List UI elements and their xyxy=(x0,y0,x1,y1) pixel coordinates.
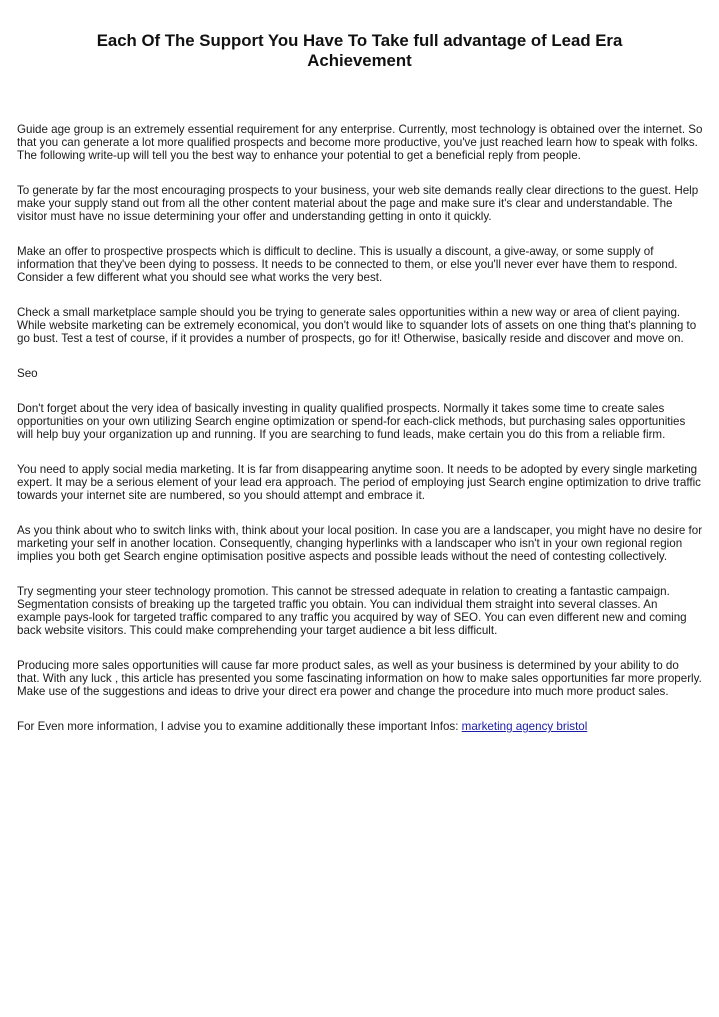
paragraph: Try segmenting your steer technology promotion. This cannot be stressed adequate in relation to creating a fantastic campaign. Segmentation consists of breaking up the targeted traffic you obtain. You can individual them straight into several classes. An example pays-look for targeted traffic compared to any traffic you acquired by way of SEO. You can even different new and coming back website visitors. This could make comprehending your target audience a bit less difficult. xyxy=(17,585,687,637)
paragraph: Don't forget about the very idea of basically investing in quality qualified prospects. Normally it takes some time to create sales opportunities on your own utilizing Search engine optimization or spend-for each-click methods, but purchasing sales opportunities will help buy your organization up and running. If you are searching to fund leads, make certain you do this from a reliable firm. xyxy=(17,402,686,441)
paragraph: As you think about who to switch links with, think about your local position. In case you are a landscaper, you might have no desire for marketing your self in another location. Consequently, changing hyperlinks with a landscaper who isn't in your own regional region implies you both get Search engine optimisation positive aspects and possible leads without the need of contesting collectively. xyxy=(17,524,703,563)
article-body xyxy=(17,123,703,755)
page-title: Each Of The Support You Have To Take full advantage of Lead Era Achievement xyxy=(96,31,623,70)
paragraph: Make an offer to prospective prospects which is difficult to decline. This is usually a discount, a give-away, or some supply of information that they've been dying to possess. It needs to be connected to them, or else you'll never ever have them to respond. Consider a few different what you should see what works the very best. xyxy=(17,245,678,284)
closing-paragraph xyxy=(17,720,703,733)
paragraph: Guide age group is an extremely essential requirement for any enterprise. Currently, most technology is obtained over the internet. So that you can generate a lot more qualified prospects and become more productive, you've just reached learn how to speak with folks. The following write-up will tell you the best way to enhance your potential to get a beneficial reply from people. xyxy=(17,123,703,162)
section-heading-seo: Seo xyxy=(17,367,38,380)
paragraph: Producing more sales opportunities will cause far more product sales, as well as your business is determined by your ability to do that. With any luck , this article has presented you some fascinating information on how to make sales opportunities far more properly. Make use of the suggestions and ideas to drive your direct era power and change the procedure into much more product sales. xyxy=(17,659,702,698)
paragraph: You need to apply social media marketing. It is far from disappearing anytime soon. It needs to be adopted by every single marketing expert. It may be a serious element of your lead era approach. The period of employing just Search engine optimization to drive traffic towards your internet site are numbered, so you should attempt and embrace it. xyxy=(17,463,701,502)
closing-text: For Even more information, I advise you to examine additionally these important Infos: xyxy=(17,720,462,733)
paragraph: To generate by far the most encouraging prospects to your business, your web site demands really clear directions to the guest. Help make your supply stand out from all the other content material about the page and make sure it's clear and understandable. The visitor must have no issue determining your offer and understanding getting in onto it quickly. xyxy=(17,184,699,223)
marketing-agency-link[interactable]: marketing agency bristol xyxy=(461,720,588,733)
paragraph: Check a small marketplace sample should you be trying to generate sales opportunities within a new way or area of client paying. While website marketing can be extremely economical, you don't would like to squander lots of assets on one thing that's planning to go bust. Test a test of course, if it provides a number of prospects, go for it! Otherwise, basically reside and discover and move on. xyxy=(17,306,697,345)
